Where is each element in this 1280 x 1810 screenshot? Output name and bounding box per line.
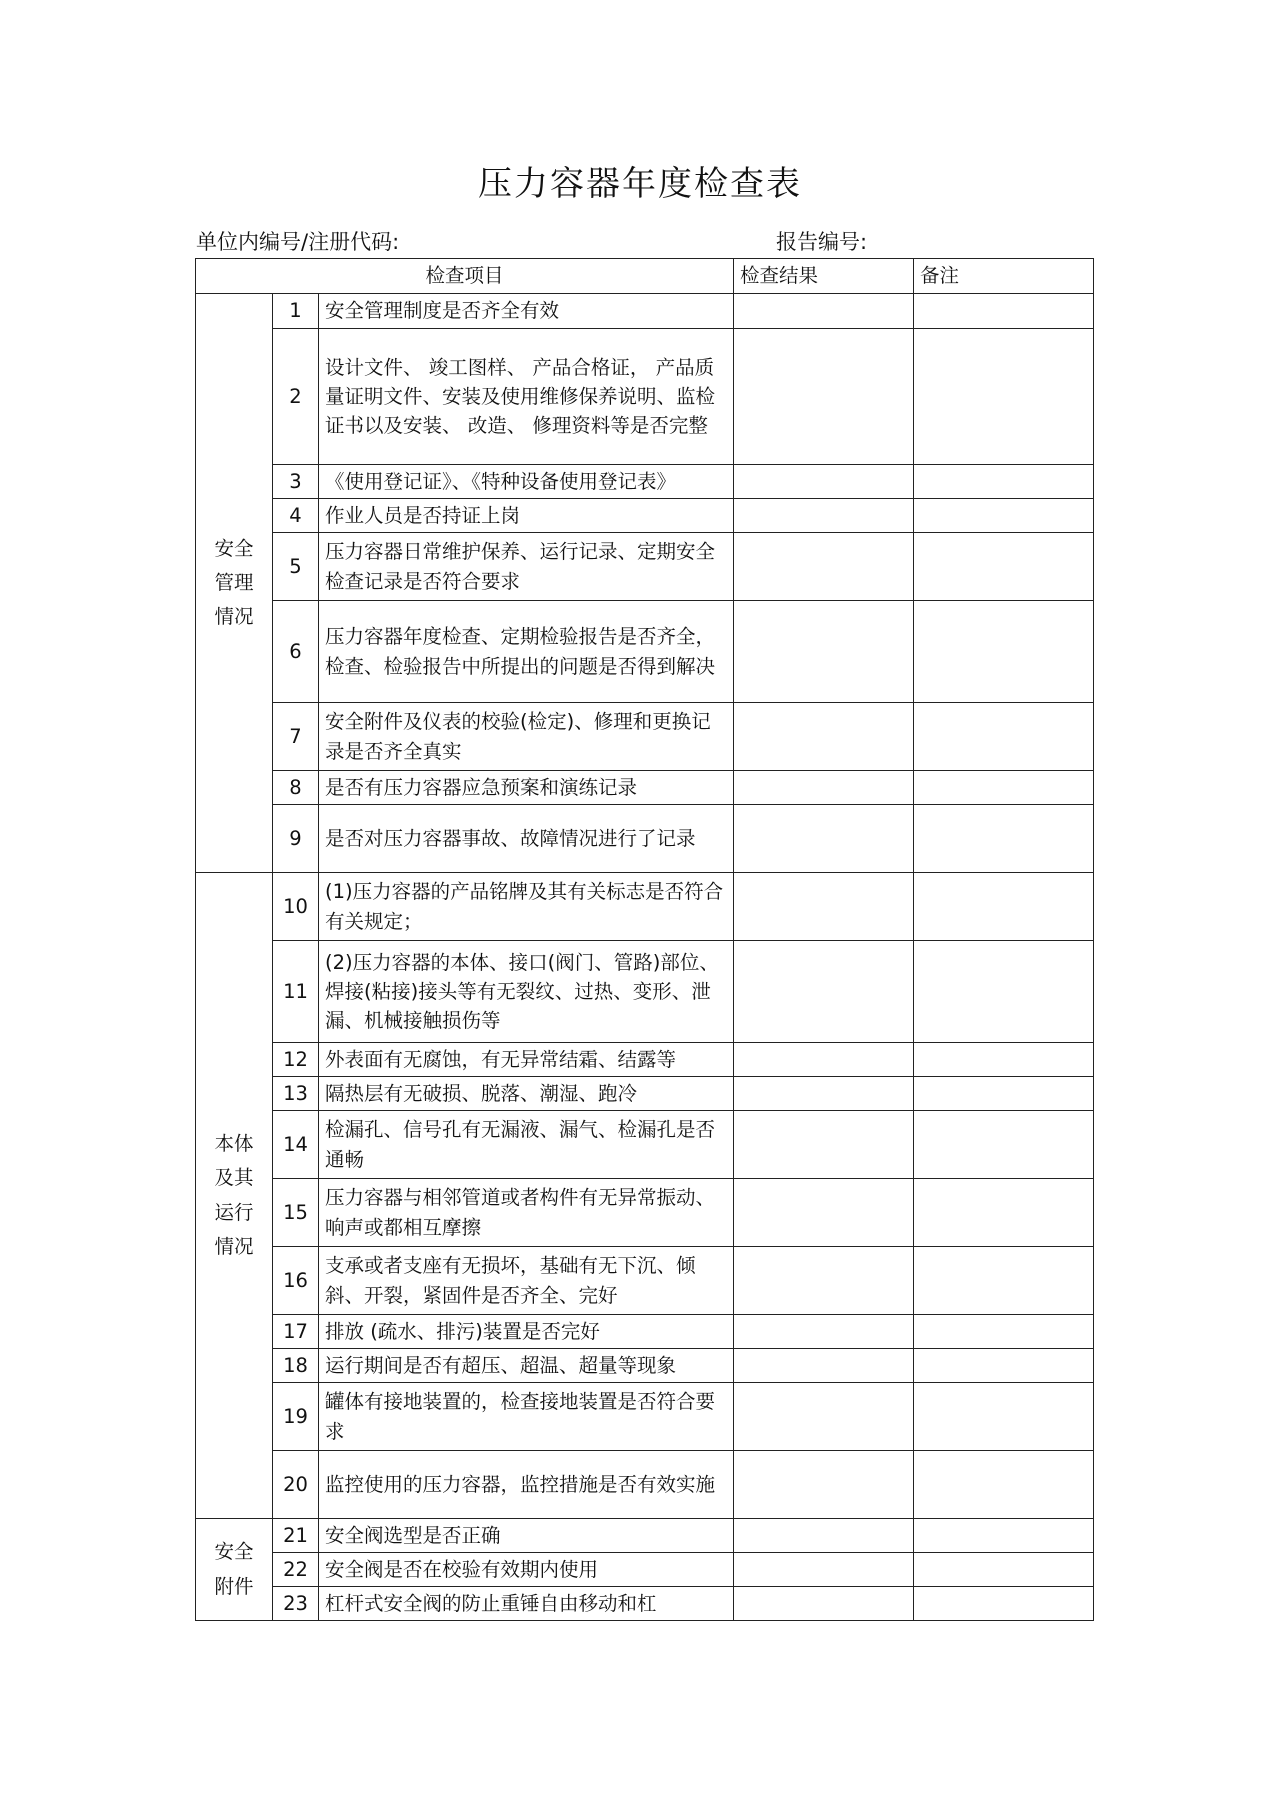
row-number: 1 <box>273 294 319 329</box>
check-item-text: 监控使用的压力容器，监控措施是否有效实施 <box>319 1451 734 1519</box>
result-cell[interactable] <box>734 601 914 703</box>
remark-cell[interactable] <box>914 1077 1094 1111</box>
header-result: 检查结果 <box>734 259 914 294</box>
remark-cell[interactable] <box>914 873 1094 941</box>
check-item-text: 压力容器日常维护保养、运行记录、定期安全检查记录是否符合要求 <box>319 533 734 601</box>
check-item-text: 安全附件及仪表的校验(检定)、修理和更换记录是否齐全真实 <box>319 703 734 771</box>
result-cell[interactable] <box>734 1383 914 1451</box>
remark-cell[interactable] <box>914 1519 1094 1553</box>
table-row <box>196 1383 1094 1451</box>
check-item-text: 安全阀是否在校验有效期内使用 <box>319 1553 734 1587</box>
table-row <box>196 873 1094 941</box>
result-cell[interactable] <box>734 1451 914 1519</box>
remark-cell[interactable] <box>914 1553 1094 1587</box>
remark-cell[interactable] <box>914 805 1094 873</box>
table-row <box>196 703 1094 771</box>
row-number: 6 <box>273 601 319 703</box>
remark-cell[interactable] <box>914 1587 1094 1621</box>
document-title: 压力容器年度检查表 <box>478 164 802 204</box>
result-cell[interactable] <box>734 1587 914 1621</box>
check-item-text: 设计文件、 竣工图样、 产品合格证， 产品质量证明文件、安装及使用维修保养说明、监检证书以及安装、 改造、 修理资料等是否完整 <box>319 329 734 465</box>
table-body <box>196 294 1094 1621</box>
row-number: 2 <box>273 329 319 465</box>
remark-cell[interactable] <box>914 499 1094 533</box>
category-label: 安全 附件 <box>214 1540 254 1598</box>
result-cell[interactable] <box>734 1043 914 1077</box>
check-item-text: 安全阀选型是否正确 <box>319 1519 734 1553</box>
table-row <box>196 329 1094 465</box>
check-item-text: 外表面有无腐蚀，有无异常结霜、结露等 <box>319 1043 734 1077</box>
check-item-text: 压力容器年度检查、定期检验报告是否齐全，检查、检验报告中所提出的问题是否得到解决 <box>319 601 734 703</box>
row-number: 18 <box>273 1349 319 1383</box>
table-row <box>196 294 1094 329</box>
table-row <box>196 1077 1094 1111</box>
row-number: 21 <box>273 1519 319 1553</box>
table-row <box>196 533 1094 601</box>
remark-cell[interactable] <box>914 1383 1094 1451</box>
row-number: 8 <box>273 771 319 805</box>
check-item-text: 杠杆式安全阀的防止重锤自由移动和杠 <box>319 1587 734 1621</box>
remark-cell[interactable] <box>914 1349 1094 1383</box>
remark-cell[interactable] <box>914 329 1094 465</box>
remark-cell[interactable] <box>914 941 1094 1043</box>
category-label: 安全 管理 情况 <box>214 536 254 629</box>
result-cell[interactable] <box>734 1349 914 1383</box>
table-row <box>196 465 1094 499</box>
result-cell[interactable] <box>734 465 914 499</box>
row-number: 9 <box>273 805 319 873</box>
table-row <box>196 1519 1094 1553</box>
row-number: 17 <box>273 1315 319 1349</box>
row-number: 7 <box>273 703 319 771</box>
result-cell[interactable] <box>734 1077 914 1111</box>
row-number: 19 <box>273 1383 319 1451</box>
table-row <box>196 1315 1094 1349</box>
remark-cell[interactable] <box>914 1451 1094 1519</box>
check-item-text: 排放 (疏水、排污)装置是否完好 <box>319 1315 734 1349</box>
result-cell[interactable] <box>734 873 914 941</box>
remark-cell[interactable] <box>914 1111 1094 1179</box>
remark-cell[interactable] <box>914 533 1094 601</box>
check-item-text: 隔热层有无破损、脱落、潮湿、跑冷 <box>319 1077 734 1111</box>
row-number: 3 <box>273 465 319 499</box>
result-cell[interactable] <box>734 1553 914 1587</box>
table-row <box>196 1111 1094 1179</box>
result-cell[interactable] <box>734 1179 914 1247</box>
table-row <box>196 1043 1094 1077</box>
remark-cell[interactable] <box>914 1315 1094 1349</box>
inspection-table <box>195 258 1094 1621</box>
result-cell[interactable] <box>734 1315 914 1349</box>
header-row <box>196 259 1094 294</box>
row-number: 15 <box>273 1179 319 1247</box>
result-cell[interactable] <box>734 329 914 465</box>
row-number: 10 <box>273 873 319 941</box>
report-number-label: 报告编号: <box>776 230 868 254</box>
remark-cell[interactable] <box>914 1179 1094 1247</box>
result-cell[interactable] <box>734 533 914 601</box>
table-row <box>196 499 1094 533</box>
remark-cell[interactable] <box>914 771 1094 805</box>
result-cell[interactable] <box>734 941 914 1043</box>
check-item-text: 罐体有接地装置的，检查接地装置是否符合要求 <box>319 1383 734 1451</box>
row-number: 20 <box>273 1451 319 1519</box>
result-cell[interactable] <box>734 771 914 805</box>
check-item-text: 安全管理制度是否齐全有效 <box>319 294 734 329</box>
check-item-text: 《使用登记证》、《特种设备使用登记表》 <box>319 465 734 499</box>
result-cell[interactable] <box>734 1111 914 1179</box>
header-remark: 备注 <box>914 259 1094 294</box>
category-cell <box>196 294 273 873</box>
check-item-text: 检漏孔、信号孔有无漏液、漏气、检漏孔是否通畅 <box>319 1111 734 1179</box>
row-number: 5 <box>273 533 319 601</box>
table-row <box>196 805 1094 873</box>
remark-cell[interactable] <box>914 703 1094 771</box>
remark-cell[interactable] <box>914 294 1094 329</box>
row-number: 12 <box>273 1043 319 1077</box>
result-cell[interactable] <box>734 499 914 533</box>
unit-code-label: 单位内编号/注册代码: <box>196 230 400 254</box>
table-row <box>196 771 1094 805</box>
check-item-text: (2)压力容器的本体、接口(阀门、管路)部位、 焊接(粘接)接头等有无裂纹、过热、变形、泄漏、机械接触损伤等 <box>319 941 734 1043</box>
table-row <box>196 941 1094 1043</box>
table-row <box>196 1553 1094 1587</box>
check-item-text: 是否有压力容器应急预案和演练记录 <box>319 771 734 805</box>
row-number: 16 <box>273 1247 319 1315</box>
remark-cell[interactable] <box>914 1247 1094 1315</box>
check-item-text: 运行期间是否有超压、超温、超量等现象 <box>319 1349 734 1383</box>
row-number: 14 <box>273 1111 319 1179</box>
category-label: 本体 及其 运行 情况 <box>214 1132 254 1258</box>
table-row <box>196 601 1094 703</box>
check-item-text: 支承或者支座有无损坏，基础有无下沉、倾斜、开裂，紧固件是否齐全、完好 <box>319 1247 734 1315</box>
row-number: 13 <box>273 1077 319 1111</box>
category-cell <box>196 1519 273 1621</box>
table-row <box>196 1587 1094 1621</box>
remark-cell[interactable] <box>914 465 1094 499</box>
table-row <box>196 1179 1094 1247</box>
result-cell[interactable] <box>734 1247 914 1315</box>
remark-cell[interactable] <box>914 1043 1094 1077</box>
row-number: 4 <box>273 499 319 533</box>
table-row <box>196 1349 1094 1383</box>
check-item-text: 是否对压力容器事故、故障情况进行了记录 <box>319 805 734 873</box>
result-cell[interactable] <box>734 805 914 873</box>
result-cell[interactable] <box>734 1519 914 1553</box>
check-item-text: 作业人员是否持证上岗 <box>319 499 734 533</box>
category-cell <box>196 873 273 1519</box>
header-item: 检查项目 <box>196 259 734 294</box>
table-row <box>196 1451 1094 1519</box>
result-cell[interactable] <box>734 294 914 329</box>
row-number: 23 <box>273 1587 319 1621</box>
check-item-text: 压力容器与相邻管道或者构件有无异常振动、响声或都相互摩擦 <box>319 1179 734 1247</box>
row-number: 11 <box>273 941 319 1043</box>
row-number: 22 <box>273 1553 319 1587</box>
result-cell[interactable] <box>734 703 914 771</box>
remark-cell[interactable] <box>914 601 1094 703</box>
check-item-text: (1)压力容器的产品铭牌及其有关标志是否符合有关规定； <box>319 873 734 941</box>
table-row <box>196 1247 1094 1315</box>
